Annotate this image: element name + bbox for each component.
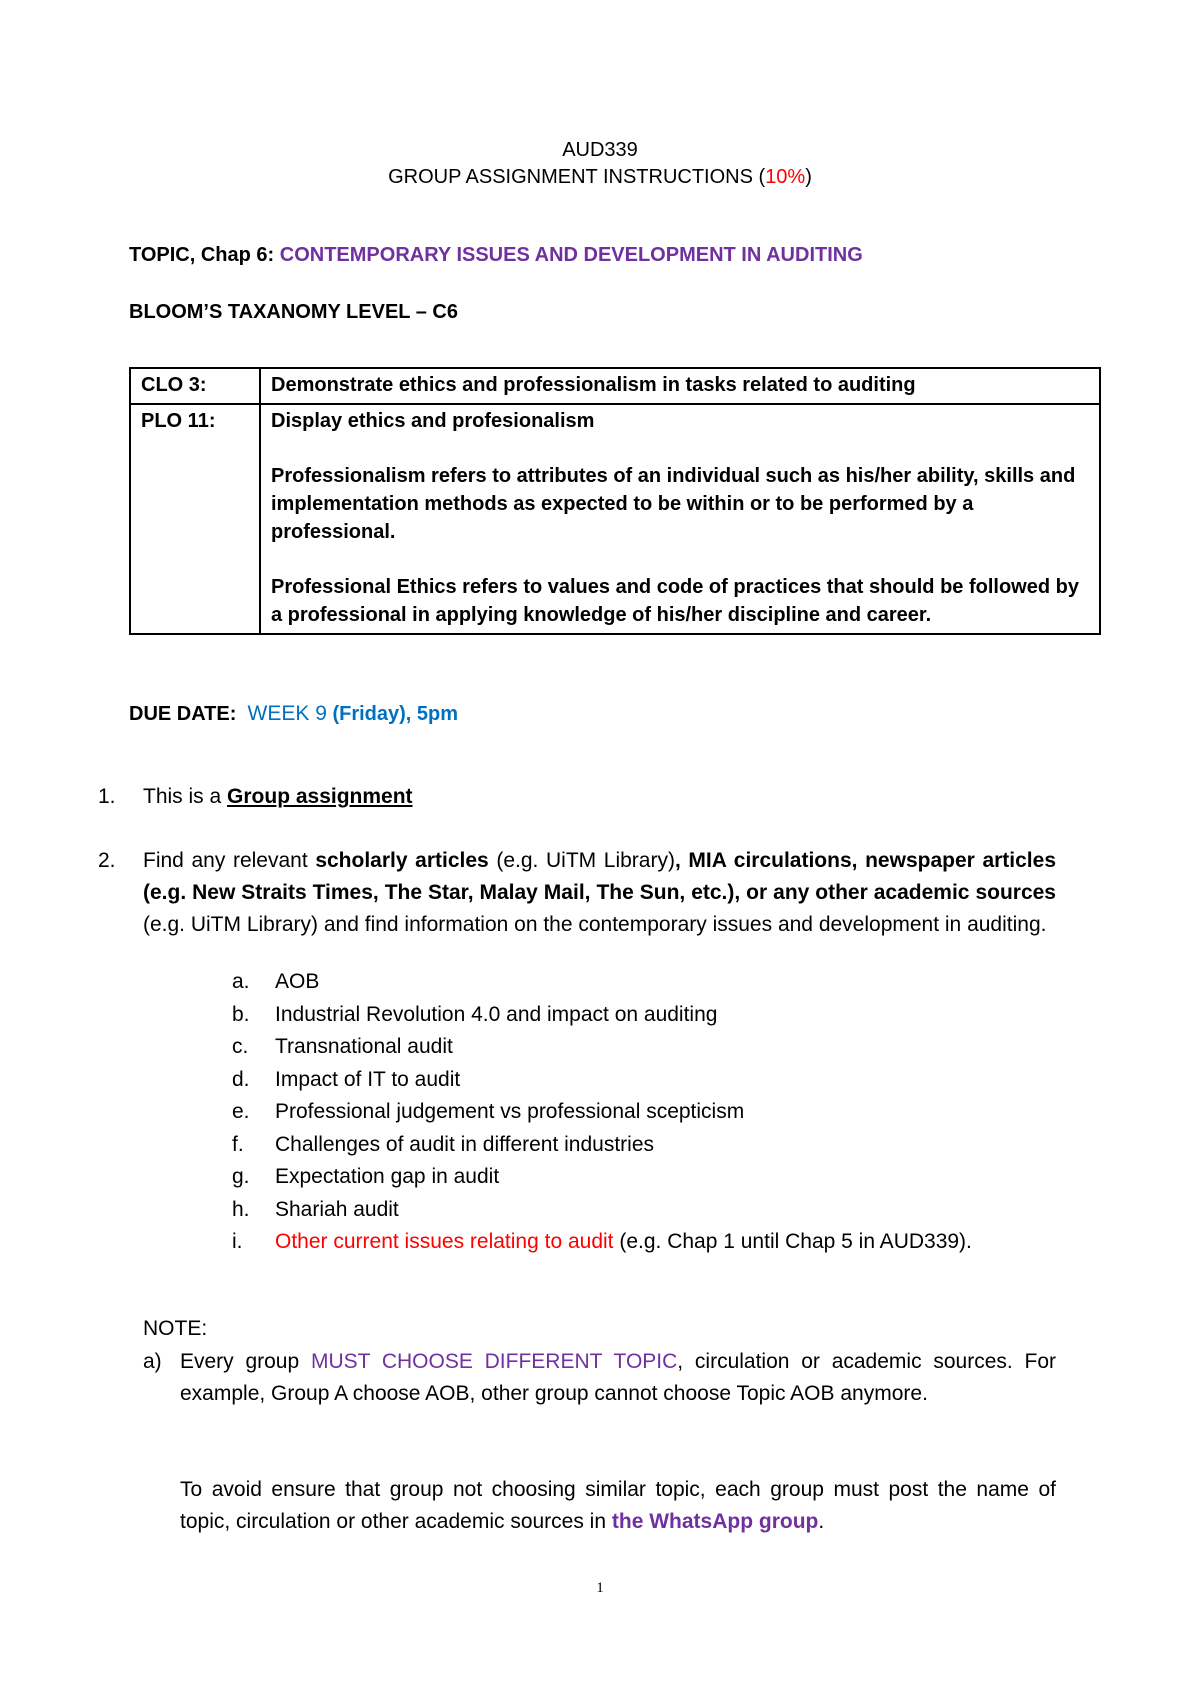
list-marker: h.	[232, 1197, 250, 1221]
note-part: .	[818, 1510, 825, 1533]
list-marker: e.	[232, 1100, 250, 1123]
table-row	[130, 368, 1100, 404]
learning-outcomes-table	[129, 367, 1101, 635]
ethics-definition: Professional Ethics refers to values and code of practices that should be followed by a professional in applying knowledge of his/her discipline and career.	[271, 576, 1079, 626]
list-item-text: Challenges of audit in different industries	[275, 1132, 655, 1156]
topic-value: CONTEMPORARY ISSUES AND DEVELOPMENT IN AUDITING	[279, 244, 863, 266]
note-part: To avoid ensure that group not choosing similar topic, each group must post the name of topic, circulation or other academic sources in	[180, 1478, 1056, 1533]
bloom-level: BLOOM’S TAXANOMY LEVEL – C6	[129, 301, 458, 323]
item-2-number: 2.	[98, 849, 116, 872]
list-item	[232, 1064, 1056, 1097]
list-item-text: Expectation gap in audit	[275, 1165, 500, 1188]
title-suffix: )	[805, 166, 812, 188]
page-number: 1	[596, 1580, 604, 1596]
item-1-text	[143, 781, 1056, 813]
sources-emphasis: , MIA circulations, newspaper articles (e.g. New Straits Times, The Star, Malay Mail, The Sun, etc.), or any other academic sources	[143, 849, 1056, 904]
list-item-text: Transnational audit	[275, 1035, 453, 1058]
scholarly-articles-emphasis: scholarly articles	[315, 849, 489, 872]
plo-label: PLO 11:	[130, 404, 260, 634]
due-date-label: DUE DATE:	[129, 703, 237, 725]
assignment-title	[0, 166, 1200, 189]
list-item	[232, 1161, 1056, 1194]
topic-options-list	[232, 966, 1056, 1259]
list-item-text: AOB	[275, 970, 320, 993]
list-item	[232, 1226, 1056, 1259]
list-marker: d.	[232, 1067, 250, 1091]
topic-line	[129, 244, 863, 267]
clo-text: Demonstrate ethics and professionalism in tasks related to auditing	[271, 374, 916, 396]
list-item	[232, 1129, 1056, 1162]
other-issues-highlight: Other current issues relating to audit	[275, 1230, 614, 1253]
professionalism-definition: Professionalism refers to attributes of an individual such as his/her ability, skills and implementation methods as expected to be within or to be performed by a professional.	[271, 465, 1076, 543]
due-date-line	[129, 702, 458, 726]
list-item-text: Impact of IT to audit	[275, 1067, 461, 1091]
list-item	[232, 1194, 1056, 1227]
course-code: AUD339	[562, 139, 638, 161]
clo-label: CLO 3:	[130, 368, 260, 404]
note-followup-text	[180, 1474, 1056, 1538]
note-followup	[143, 1474, 1056, 1538]
note-item-a-text	[180, 1346, 1056, 1410]
list-marker: g.	[232, 1165, 250, 1188]
item-1-number: 1.	[98, 785, 116, 808]
note-part: Every group	[180, 1350, 311, 1373]
due-date-week: WEEK 9	[247, 702, 327, 725]
item-2-text	[143, 845, 1056, 941]
title-prefix: GROUP ASSIGNMENT INSTRUCTIONS (	[388, 166, 766, 188]
list-marker: f.	[232, 1132, 244, 1156]
item-1-prefix: This is a	[143, 785, 228, 808]
item-2-part: (e.g. UiTM Library)	[488, 849, 675, 872]
list-marker: c.	[232, 1035, 249, 1058]
clo-description	[260, 368, 1100, 404]
list-item	[232, 1096, 1056, 1129]
due-date-detail: (Friday), 5pm	[326, 703, 459, 725]
title-percent: 10%	[765, 166, 806, 188]
list-marker: a.	[232, 970, 250, 993]
list-item-text: Professional judgement vs professional scepticism	[275, 1100, 745, 1123]
note-item-a	[143, 1346, 1056, 1410]
whatsapp-group-highlight: the WhatsApp group	[611, 1510, 819, 1533]
list-item-text: Industrial Revolution 4.0 and impact on auditing	[275, 1002, 718, 1026]
list-item	[232, 1031, 1056, 1064]
item-2-part: (e.g. UiTM Library) and find information on the contemporary issues and development in auditing.	[143, 913, 1047, 936]
different-topic-highlight: MUST CHOOSE DIFFERENT TOPIC	[310, 1350, 678, 1373]
list-marker: i.	[232, 1230, 243, 1253]
item-2-part: Find any relevant	[143, 849, 316, 872]
list-item	[232, 999, 1056, 1032]
list-item-text: Shariah audit	[275, 1197, 399, 1221]
list-item-text: (e.g. Chap 1 until Chap 5 in AUD339).	[613, 1230, 972, 1253]
note-part: , circulation or academic sources. For example, Group A choose AOB, other group cannot choose Topic AOB anymore.	[180, 1350, 1056, 1405]
table-row	[130, 404, 1100, 634]
note-marker: a)	[143, 1350, 162, 1373]
plo-description	[260, 404, 1100, 634]
list-marker: b.	[232, 1002, 250, 1026]
list-item	[232, 966, 1056, 999]
group-assignment-emphasis: Group assignment	[227, 785, 413, 808]
note-heading: NOTE:	[143, 1317, 208, 1340]
plo-text: Display ethics and profesionalism	[271, 410, 595, 432]
topic-label: TOPIC, Chap 6:	[129, 244, 280, 266]
